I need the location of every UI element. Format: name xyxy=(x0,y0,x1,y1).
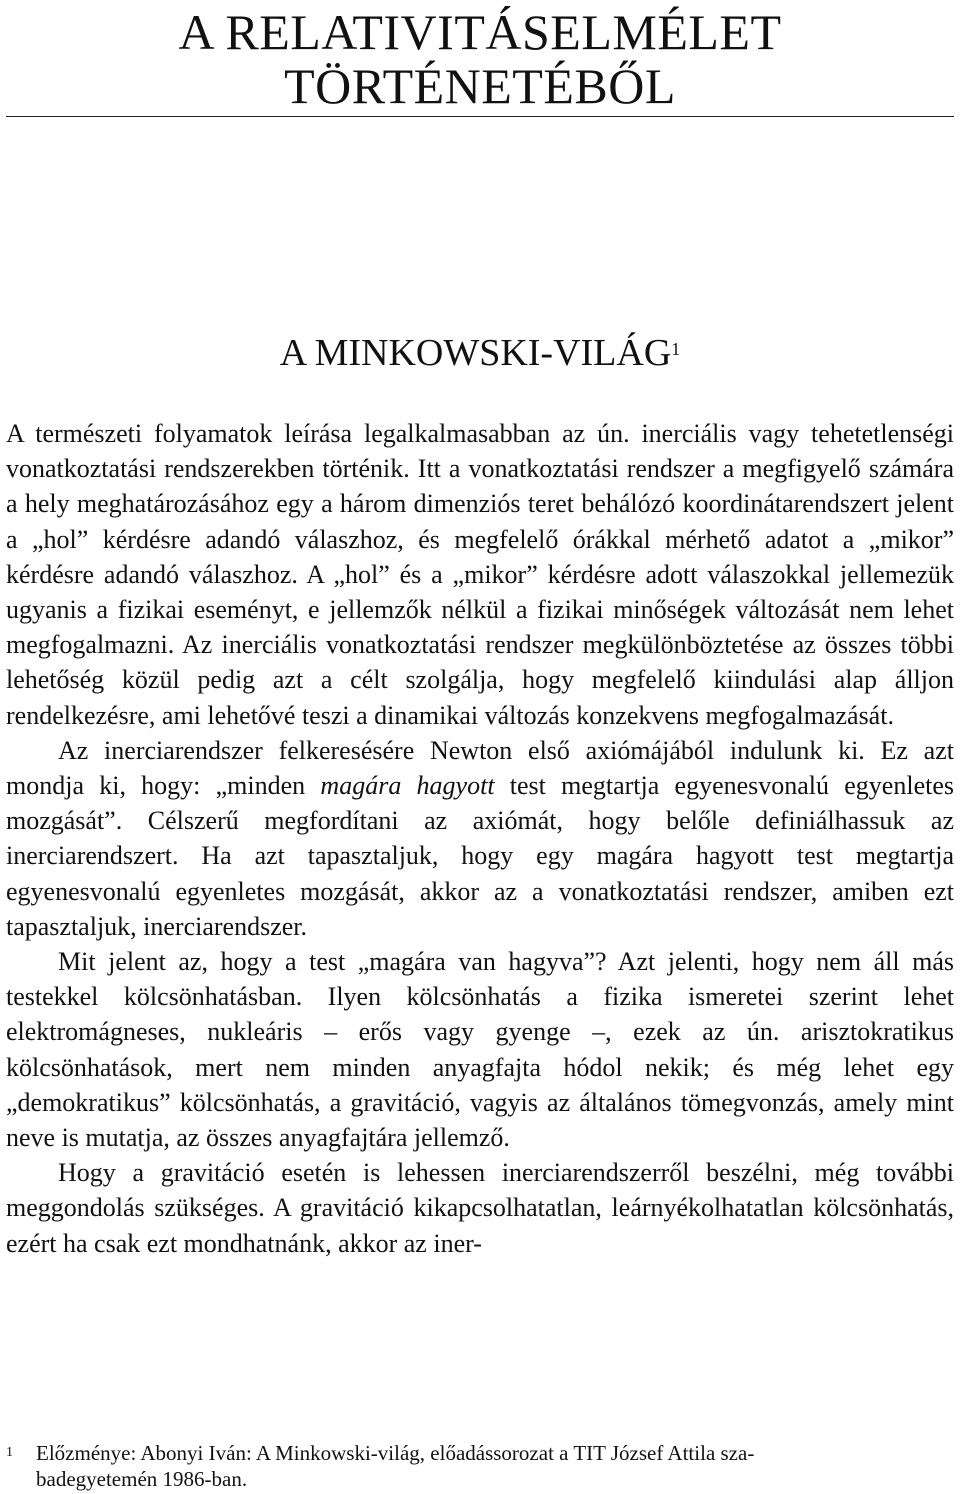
paragraph-3: Mit jelent az, hogy a test „magára van hagyva”? Azt jelenti, hogy nem áll más testekkel kölcsönhatásban. Ilyen kölcsönhatás a fizika ismeretei szerint lehet elektromágneses, nukleáris – erős vagy gyenge –, ezek az ún. arisztokratikus kölcsönhatások, mert nem minden anyagfajta hódol nekik; és még lehet egy „demokratikus” kölcsönhatás, a gravitáció, vagyis az általános tömegvonzás, amely mint neve is mutatja, az összes anyagfajtára jellemző. xyxy=(6,947,954,1153)
paragraph-1: A természeti folyamatok leírása legalkalmasabban az ún. inerciális vagy tehetetlenségi vonatkoztatási rendszerekben történik. Itt a vonatkoztatási rendszer a megfigyelő számára a hely meghatározásához egy a három dimenziós teret behálózó koordinátarendszert jelent a „hol” kérdésre adandó válaszhoz, és megfelelő órákkal mérhető adatot a „mikor” kérdésre adandó válaszhoz. A „hol” és a „mikor” kérdésre adott válaszokkal jellemezük ugyanis a fizikai eseményt, e jellemzők nélkül a fizikai minőségek változását nem lehet megfogalmazni. Az inerciális vonatkoztatási rendszer megkülönböztetése az összes többi lehetőség közül pedig azt a célt szolgálja, hogy megfelelő kiindulási alap álljon rendelkezésre, ami lehetővé teszi a dinamikai változás konzekvens megfogalmazását. xyxy=(6,419,954,730)
footnote xyxy=(6,1440,954,1492)
section-title xyxy=(0,330,960,376)
section-footnote-mark: 1 xyxy=(671,339,681,359)
footnote-line-2: badegyetemén 1986-ban. xyxy=(36,1467,248,1491)
paragraph-2-start: Az inerciarendszer felkeresésére Newton első axiómájából indulunk ki. Ez azt mondja ki, hogy: „minden xyxy=(6,735,954,801)
book-title-line-1: A RELATIVITÁSELMÉLET xyxy=(178,4,782,60)
paragraph-2-italic: magára hagyott xyxy=(320,771,495,801)
section-title-text: A MINKOWSKI-VILÁG xyxy=(279,332,672,374)
header-rule xyxy=(6,116,954,117)
footnote-number: 1 xyxy=(6,1445,13,1460)
paragraph-2 xyxy=(6,733,954,944)
paragraph-4: Hogy a gravitáció esetén is lehessen inerciarendszerről beszélni, még további meggondolás szükséges. A gravitáció kikapcsolhatatlan, leárnyékolhatatlan kölcsönhatás, ezért ha csak ezt mondhatnánk, akkor az iner- xyxy=(6,1158,954,1258)
body-text xyxy=(6,416,954,1261)
paragraph-2-end: test megtartja egyenesvonalú egyenletes mozgását”. Célszerű megfordítani az axiómát, hogy belőle definiálhassuk az inerciarendszert. Ha azt tapasztaljuk, hogy egy magára hagyott test megtartja egyenesvonalú egyenletes mozgását, akkor az a vonatkoztatási rendszer, amiben ezt tapasztaljuk, inerciarendszer. xyxy=(6,771,954,941)
footnote-line-1: Előzménye: Abonyi Iván: A Minkowski-világ, előadássorozat a TIT József Attila sza- xyxy=(36,1441,755,1465)
book-title-line-2: TÖRTÉNETÉBŐL xyxy=(284,58,676,114)
